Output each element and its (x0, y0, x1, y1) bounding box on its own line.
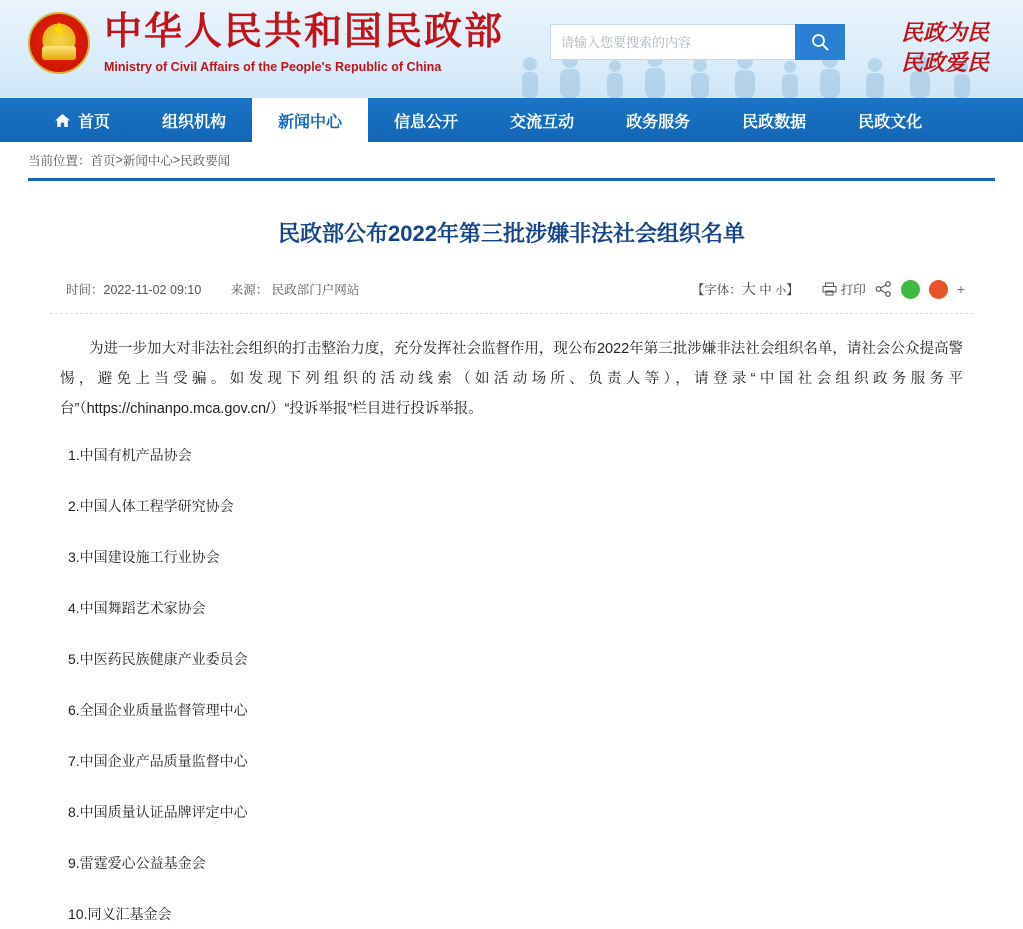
article-toolbar (692, 279, 965, 299)
page-title: 民政部公布2022年第三批涉嫌非法社会组织名单 (278, 221, 745, 246)
slogan-line-2: 民政爱民 (901, 50, 990, 75)
list-item: 1.中国有机产品协会 (68, 447, 192, 463)
slogan-line-1: 民政为民 (901, 20, 990, 45)
breadcrumb-item-current: 民政要闻 (180, 154, 231, 168)
nav-item-label: 新闻中心 (278, 113, 343, 131)
font-size-medium-button[interactable]: 中 (759, 283, 772, 297)
site-slogan (901, 18, 989, 78)
article-time: 时间：2022-11-02 09:10 (66, 283, 202, 297)
breadcrumb-prefix: 当前位置： (28, 154, 91, 168)
article-meta (50, 261, 973, 314)
breadcrumb-item-news-center[interactable]: 新闻中心 (122, 154, 173, 168)
nav-item-label: 民政数据 (742, 113, 807, 131)
list-item: 4.中国舞蹈艺术家协会 (68, 600, 206, 616)
nav-item-news-center[interactable] (252, 98, 368, 142)
article-container (28, 178, 995, 922)
list-item: 10.同义汇基金会 (68, 906, 172, 922)
nav-item-organization[interactable] (136, 98, 252, 142)
font-size-prefix: 【字体： (691, 283, 742, 297)
nav-item-interaction[interactable] (484, 98, 600, 142)
nav-item-home[interactable] (28, 98, 136, 142)
nav-item-civil-affairs-data[interactable] (716, 98, 832, 142)
font-size-suffix: 】 (786, 283, 799, 297)
article-source: 来源： 民政部门户网站 (230, 283, 360, 297)
nav-item-label: 政务服务 (626, 113, 691, 131)
nav-item-civil-affairs-culture[interactable] (832, 98, 948, 142)
font-size-large-button[interactable]: 大 (741, 281, 756, 297)
article-paragraph: 为进一步加大对非法社会组织的打击整治力度，充分发挥社会监督作用，现公布2022年第三批涉嫌非法社会组织名单，请社会公众提高警惕，避免上当受骗。如发现下列组织的活动线索（如活动场所、负责人等），请登录“中国社会组织政务服务平台”（https://chinanpo.mca.gov.cn/）“投诉举报”栏目进行投诉举报。 (60, 341, 963, 417)
main-navigation (0, 98, 1023, 142)
wechat-icon[interactable] (901, 280, 920, 299)
more-share-icon[interactable]: + (956, 281, 965, 297)
breadcrumb-separator: > (172, 153, 181, 167)
font-size-control (692, 279, 799, 299)
site-title-en: Ministry of Civil Affairs of the People's Republic of China (104, 60, 442, 74)
search-button[interactable] (795, 24, 845, 60)
nav-item-label: 信息公开 (394, 113, 459, 131)
nav-item-label: 组织机构 (162, 113, 227, 131)
print-label: 打印 (840, 283, 866, 297)
printer-icon (822, 282, 837, 296)
site-header (0, 0, 1023, 98)
search-box (550, 24, 845, 60)
breadcrumb (0, 142, 1023, 178)
weibo-icon[interactable] (929, 280, 948, 299)
national-emblem-icon (28, 12, 90, 74)
search-icon (810, 32, 830, 52)
list-item: 6.全国企业质量监督管理中心 (68, 702, 248, 718)
nav-item-label: 首页 (78, 113, 111, 131)
site-title-cn: 中华人民共和国民政部 (104, 11, 505, 53)
breadcrumb-item-home[interactable]: 首页 (90, 154, 116, 168)
list-item: 5.中医药民族健康产业委员会 (68, 651, 248, 667)
nav-item-government-services[interactable] (600, 98, 716, 142)
list-item: 8.中国质量认证品牌评定中心 (68, 804, 248, 820)
list-item: 3.中国建设施工行业协会 (68, 549, 220, 565)
font-size-small-button[interactable]: 小 (775, 285, 787, 297)
breadcrumb-separator: > (115, 153, 123, 167)
list-item: 2.中国人体工程学研究协会 (68, 498, 234, 514)
article-meta-left (66, 280, 385, 298)
nav-item-information-disclosure[interactable] (368, 98, 484, 142)
site-title-block (104, 8, 504, 74)
list-item: 9.雷霆爱心公益基金会 (68, 855, 206, 871)
search-input[interactable] (550, 24, 795, 60)
nav-item-label: 民政文化 (858, 113, 923, 131)
share-icon[interactable] (875, 281, 892, 297)
article-body (50, 314, 973, 929)
home-icon (54, 113, 71, 128)
list-item: 7.中国企业产品质量监督中心 (68, 753, 248, 769)
print-button[interactable] (822, 280, 866, 298)
nav-item-label: 交流互动 (510, 113, 575, 131)
